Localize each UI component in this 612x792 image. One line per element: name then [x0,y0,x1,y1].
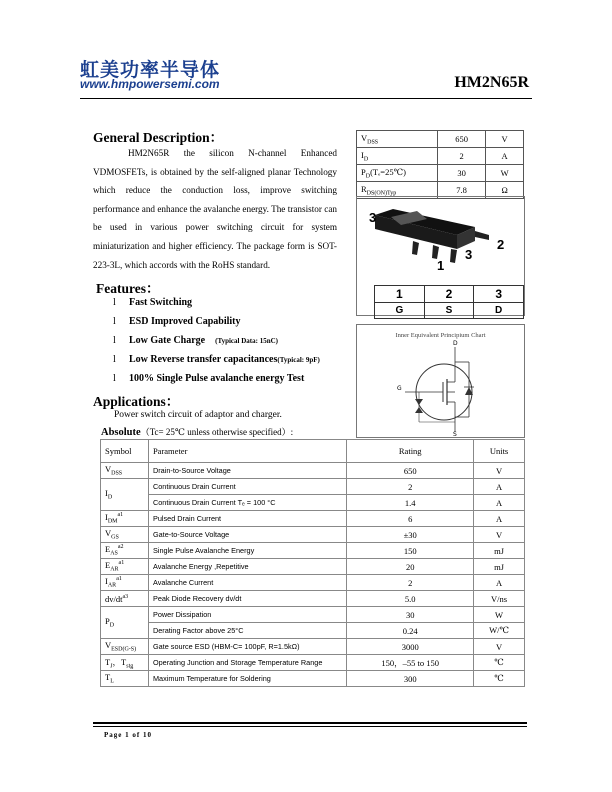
symbol-letter: E [105,560,111,571]
spec-symbol [357,148,438,165]
applications-title: Applications： [93,394,180,409]
symbol-subscript: D [109,622,115,629]
symbol-letter: I [105,512,108,523]
feature-item [113,373,304,384]
row-unit: A [474,479,525,495]
row-parameter: Avalanche Energy ,Repetitive [148,559,346,575]
symbol-subscript: ESD(G-S) [111,646,137,653]
row-parameter: Operating Junction and Storage Temperature Range [148,655,346,671]
table-row [101,623,525,639]
table-row [101,671,525,687]
table-row [101,575,525,591]
company-logo-chinese: 虹美功率半导体 [80,59,221,81]
symbol-letter: E [105,544,111,555]
spec-symbol-suffix: (Tₑ=25℃) [370,166,406,177]
row-symbol [101,527,149,543]
general-description-text: HM2N65R the silicon N-channel Enhanced VDMOSFETs, is obtained by the self-aligned planar Technology which reduce the conduction loss, improve switching performance and enhance the avalanche energy. The transistor can be used in various power switching circuit for system miniaturization and higher efficiency. The package form is SOT-223-3L, which accords with the RoHS standard. [93,148,337,270]
spec-unit: Ω [486,182,524,199]
row-rating: 0.24 [347,623,474,639]
source-label: S [453,431,457,437]
header-rating: Rating [347,440,474,463]
feature-item [113,335,278,346]
footer-rule-thin [93,726,527,727]
row-symbol [101,543,149,559]
row-parameter: Maximum Temperature for Soldering [148,671,346,687]
row-parameter: Continuous Drain Current Tₑ = 100 °C [148,495,346,511]
feature-text: ESD Improved Capability [129,316,241,327]
symbol-subscript: DM [107,518,118,525]
symbol-subscript: AS [110,550,118,557]
symbol-subscript: D [107,494,113,501]
feature-note: (Typical: 9pF) [277,356,320,364]
table-row [101,527,525,543]
spec-symbol-subscript: D [363,156,369,163]
footer-rule [93,722,527,724]
row-unit: A [474,495,525,511]
pin-label-2: 2 [497,237,505,252]
feature-note: (Typical Data: 15nC) [215,337,278,345]
row-parameter: Gate source ESD (HBM-C= 100pF, R=1.5kΩ) [148,639,346,655]
symbol-letter: P [105,616,110,627]
spec-symbol-letter: I [361,149,364,160]
symbol-letter: V [105,464,112,475]
row-unit: mJ [474,543,525,559]
spec-symbol-subscript: DSS [367,139,379,146]
row-parameter: Drain-to-Source Voltage [148,463,346,479]
row-unit: mJ [474,559,525,575]
row-unit: A [474,511,525,527]
symbol-footnote: a1 [117,512,124,519]
row-symbol [101,463,149,479]
row-symbol [101,559,149,575]
key-spec-table [356,130,524,199]
spec-value: 650 [438,131,486,148]
table-row [101,559,525,575]
symbol-letter-2: ，T [112,656,127,667]
pin-label-3: 3 [465,247,473,262]
pin-assignment-table [374,285,524,319]
spec-symbol-subscript: DS(ON)Typ [366,190,397,197]
symbol-footnote: a2 [117,544,124,551]
feature-text: Low Reverse transfer capacitances [129,354,278,365]
spec-symbol-letter: R [361,183,367,194]
row-rating: 300 [347,671,474,687]
row-unit: V/ns [474,591,525,607]
symbol-letter: V [105,528,112,539]
row-parameter: Derating Factor above 25°C [148,623,346,639]
applications-text: Power switch circuit of adaptor and charger. [114,410,282,420]
row-symbol [101,639,149,655]
table-header-row [101,440,525,463]
row-symbol [101,591,149,607]
spec-symbol-letter: P [361,166,366,177]
row-symbol [101,655,149,671]
row-rating: 150 [347,543,474,559]
feature-text: Low Gate Charge [129,335,206,346]
row-rating: ±30 [347,527,474,543]
spec-unit: A [486,148,524,165]
page-number: Page 1 of 10 [104,731,152,739]
symbol-footnote: a3 [122,593,129,600]
spec-row [357,148,524,165]
pin-name-row [375,303,524,319]
spec-value: 7.8 [438,182,486,199]
table-row [101,655,525,671]
symbol-subscript: DSS [111,470,123,477]
row-parameter: Peak Diode Recovery dv/dt [148,591,346,607]
pin-name: D [474,303,524,319]
table-row [101,511,525,527]
symbol-footnote: a1 [118,560,125,567]
table-row [101,543,525,559]
row-unit: V [474,527,525,543]
row-parameter: Single Pulse Avalanche Energy [148,543,346,559]
row-rating: 650 [347,463,474,479]
pin-number-row [375,286,524,303]
absolute-ratings-label: Absolute [101,427,141,438]
row-parameter: Pulsed Drain Current [148,511,346,527]
feature-text: Fast Switching [129,297,193,308]
feature-bullet: l [113,373,116,384]
sot223-package-image [357,197,524,285]
row-rating: 2 [347,575,474,591]
symbol-letter: T [105,672,111,683]
symbol-subscript: GS [111,534,119,541]
row-symbol [101,479,149,511]
table-row [101,495,525,511]
symbol-subscript: L [110,678,114,685]
symbol-subscript: J [110,663,113,670]
pin-number: 2 [424,286,474,303]
spec-symbol [357,131,438,148]
symbol-subscript: AR [110,566,119,573]
spec-symbol [357,165,438,182]
feature-item [113,354,320,365]
row-unit: V [474,639,525,655]
pin-label-3-top: 3 [369,210,377,225]
row-unit: A [474,575,525,591]
spec-value: 2 [438,148,486,165]
spec-unit: W [486,165,524,182]
feature-text: 100% Single Pulse avalanche energy Test [129,373,305,384]
spec-value: 30 [438,165,486,182]
row-rating: 30 [347,607,474,623]
row-unit: W/℃ [474,623,525,639]
row-parameter: Avalanche Current [148,575,346,591]
pin-name: S [424,303,474,319]
table-row [101,591,525,607]
drain-label: D [453,340,458,347]
row-rating: 1.4 [347,495,474,511]
row-unit: ℃ [474,671,525,687]
pin-number: 1 [375,286,425,303]
mosfet-symbol-icon [357,337,524,437]
package-drawing-box [356,196,525,316]
feature-bullet: l [113,354,116,365]
row-unit: W [474,607,525,623]
header-units: Units [474,440,525,463]
row-rating: 150，–55 to 150 [347,655,474,671]
row-symbol [101,511,149,527]
header-rule [80,98,532,99]
symbol-letter: I [105,576,108,587]
equivalent-circuit-box [356,324,525,438]
feature-item [113,297,192,308]
spec-unit: V [486,131,524,148]
pin-number: 3 [474,286,524,303]
row-rating: 20 [347,559,474,575]
row-unit: V [474,463,525,479]
pin-name: G [375,303,425,319]
spec-row [357,165,524,182]
header-symbol: Symbol [101,440,149,463]
row-rating: 3000 [347,639,474,655]
table-row [101,479,525,495]
table-row [101,639,525,655]
row-rating: 6 [347,511,474,527]
row-parameter: Gate-to-Source Voltage [148,527,346,543]
feature-bullet: l [113,316,116,327]
part-number-header: HM2N65R [454,74,529,91]
row-rating: 5.0 [347,591,474,607]
feature-bullet: l [113,297,116,308]
row-unit: ℃ [474,655,525,671]
absolute-ratings-title [101,425,293,438]
spec-symbol-letter: V [361,132,368,143]
gate-label: G [397,385,402,392]
circuit-title: Inner Equivalent Principium Chart [395,332,486,339]
general-description-title: General Description： [93,130,224,145]
row-symbol [101,607,149,639]
row-rating: 2 [347,479,474,495]
table-row [101,463,525,479]
absolute-ratings-condition: （Tc= 25℃ unless otherwise specified）: [140,427,294,437]
symbol-letter: T [105,656,111,667]
absolute-ratings-table [100,439,525,687]
spec-symbol-subscript: D [365,173,371,180]
row-parameter: Continuous Drain Current [148,479,346,495]
row-parameter: Power Dissipation [148,607,346,623]
features-title: Features： [96,281,160,296]
row-symbol [101,671,149,687]
symbol-letter: I [105,488,108,499]
symbol-subscript-2: stg [126,663,134,670]
feature-bullet: l [113,335,116,346]
row-symbol [101,575,149,591]
symbol-footnote: a1 [116,576,122,583]
company-website[interactable]: www.hmpowersemi.com [80,77,220,91]
spec-row [357,131,524,148]
header-parameter: Parameter [148,440,346,463]
feature-item [113,316,241,327]
symbol-letter: V [105,640,112,651]
symbol-subscript: AR [107,582,117,589]
pin-label-1: 1 [437,258,445,273]
table-row [101,607,525,623]
symbol-letter: dv/dt [105,593,123,604]
